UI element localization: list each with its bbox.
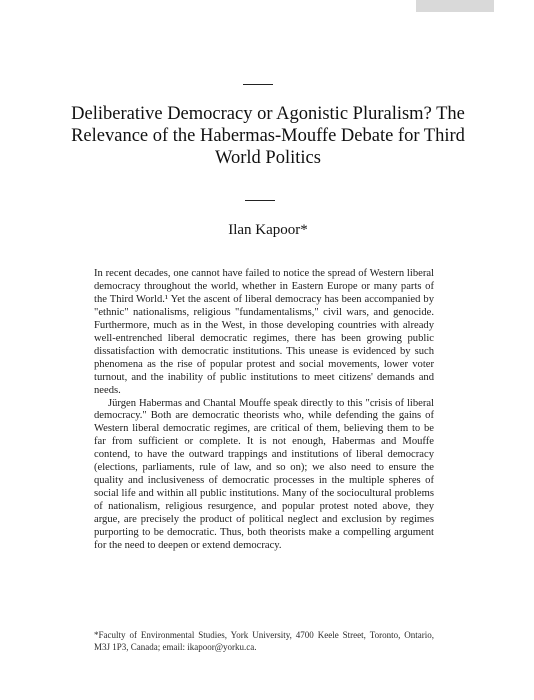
article-title: Deliberative Democracy or Agonistic Pluralism? The Relevance of the Habermas-Mouffe Debate for Third World Politics — [71, 104, 465, 168]
article-author: Ilan Kapoor* — [228, 222, 308, 238]
body-paragraph-2: Jürgen Habermas and Chantal Mouffe speak directly to this "crisis of liberal democracy." Both are democratic theorists who, while defending the gains of Western liberal democratic regimes, are critical of them, believing them to be far from sufficient or complete. It is not enough, Habermas and Mouffe contend, to have the outward trappings and institutions of liberal democracy (elections, parliaments, rule of law, and so on); we also need to ensure the quality and inclusiveness of democratic processes in the multiple spheres of social life and within all public institutions. Many of the sociocultural problems of nationalism, religious resurgence, and popular protest noted above, they argue, are precisely the product of political neglect and exclusion by regimes purporting to be democratic. Thus, both theorists make a compelling argument for the need to deepen or extend democracy. — [94, 397, 434, 552]
title-rule-top — [243, 84, 273, 85]
body-paragraph-1: In recent decades, one cannot have failed to notice the spread of Western liberal democracy throughout the world, whether in Eastern Europe or many parts of the Third World.¹ Yet the ascent of liberal democracy has been accompanied by "ethnic" nationalisms, religious "fundamentalisms," civil wars, and genocide. Furthermore, much as in the West, in those developing countries with already well-entrenched liberal democratic regimes, there has been growing public dissatisfaction with democratic institutions. This unease is evidenced by such phenomena as the rise of popular protest and social movements, lower voter turnout, and the inability of public institutions to meet citizens' demands and needs. — [94, 268, 434, 396]
title-rule-bottom — [245, 200, 275, 201]
article-body — [94, 268, 434, 553]
scan-corner-mark — [416, 0, 494, 12]
author-footnote: *Faculty of Environmental Studies, York University, 4700 Keele Street, Toronto, Ontario, M3J 1P3, Canada; email: ikapoor@yorku.ca. — [94, 630, 434, 652]
